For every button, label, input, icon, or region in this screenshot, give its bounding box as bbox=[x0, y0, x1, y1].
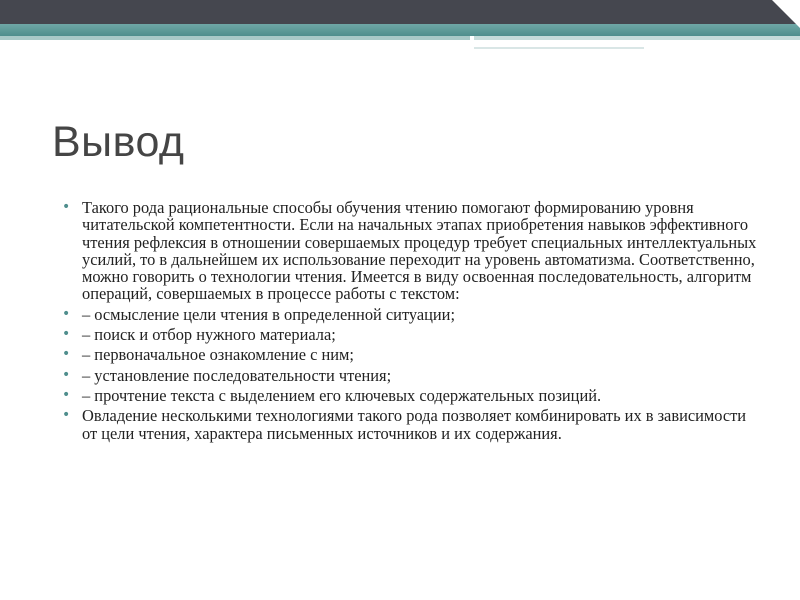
header-dark-band bbox=[0, 0, 800, 24]
bullet-text: Такого рода рациональные способы обучения чтению помогают формированию уровня читательской компетентности. Если на начальных этапах приобретения навыков эффективного чтения рефлексия в отношении совершаемых процедур требует специальных интеллектуальных усилий, то в дальнейшем их использование переходит на уровень автоматизма. Соответственно, можно говорить о технологии чтения. Имеется в виду освоенная последовательность, алгоритм операций, совершаемых в процессе работы с текстом: bbox=[82, 198, 757, 304]
header-teal-band bbox=[0, 24, 800, 36]
bullet-list bbox=[62, 199, 762, 445]
bullet-item bbox=[62, 367, 762, 384]
bullet-dot-icon: • bbox=[62, 386, 71, 403]
bullet-dot-icon: • bbox=[62, 305, 71, 322]
bullet-item bbox=[62, 407, 762, 442]
bullet-text: – поиск и отбор нужного материала; bbox=[82, 325, 336, 345]
bullet-dot-icon: • bbox=[62, 366, 71, 383]
bullet-text: – прочтение текста с выделением его ключевых содержательных позиций. bbox=[82, 385, 602, 405]
bullet-item bbox=[62, 306, 762, 323]
slide-title: Вывод bbox=[52, 118, 185, 166]
header-light-stripe-right bbox=[474, 36, 800, 40]
bullet-dot-icon: • bbox=[62, 407, 71, 424]
bullet-item bbox=[62, 346, 762, 363]
bullet-text: – установление последовательности чтения; bbox=[82, 365, 392, 385]
bullet-text: – первоначальное ознакомление с ним; bbox=[82, 345, 354, 365]
bullet-item bbox=[62, 326, 762, 343]
bullet-item bbox=[62, 199, 762, 303]
bullet-dot-icon: • bbox=[62, 199, 71, 215]
header-light-stripe-left bbox=[0, 36, 470, 40]
header-thin-stripe bbox=[474, 47, 644, 49]
page-corner-fold bbox=[772, 0, 800, 28]
bullet-dot-icon: • bbox=[62, 346, 71, 363]
bullet-item bbox=[62, 387, 762, 404]
bullet-text: – осмысление цели чтения в определенной ситуации; bbox=[82, 304, 456, 324]
bullet-text: Овладение несколькими технологиями такого рода позволяет комбинировать их в зависимости от цели чтения, характера письменных источников и их содержания. bbox=[82, 406, 747, 443]
bullet-dot-icon: • bbox=[62, 326, 71, 343]
